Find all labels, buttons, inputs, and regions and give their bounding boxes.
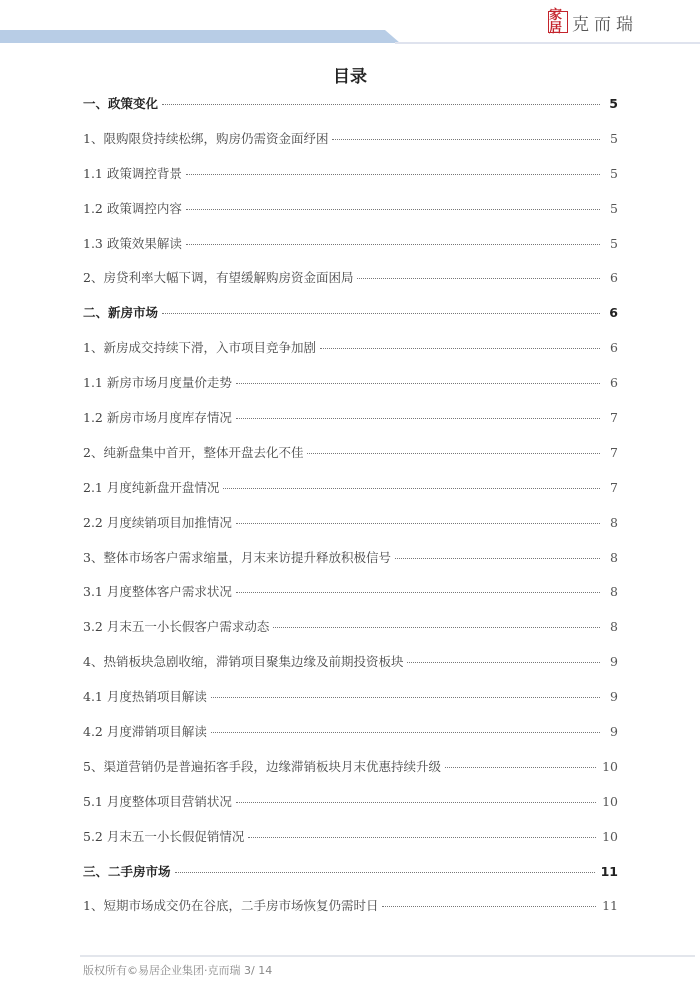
toc-entry[interactable] xyxy=(83,513,618,548)
toc-entry-page-number: 7 xyxy=(610,444,618,460)
dot-leader xyxy=(186,174,600,175)
toc-entry-page-number: 11 xyxy=(602,898,618,914)
footer-copyright: 版权所有©易居企业集团·克而瑞 3/ 14 xyxy=(83,964,273,977)
dot-leader xyxy=(162,313,600,314)
dot-leader xyxy=(236,383,600,384)
toc-entry-label: 1、新房成交持续下滑，入市项目竞争加剧 xyxy=(83,340,316,356)
toc-entry-label: 2.1 月度纯新盘开盘情况 xyxy=(83,479,220,495)
toc-entry[interactable] xyxy=(83,548,618,583)
toc-entry[interactable] xyxy=(83,792,618,827)
dot-leader xyxy=(223,488,600,489)
dot-leader xyxy=(236,802,596,803)
table-of-contents xyxy=(83,94,618,931)
toc-entry-page-number: 10 xyxy=(602,758,618,774)
toc-entry[interactable] xyxy=(83,199,618,234)
dot-leader xyxy=(211,732,600,733)
dot-leader xyxy=(211,697,600,698)
dot-leader xyxy=(320,348,600,349)
toc-entry[interactable] xyxy=(83,94,618,129)
toc-entry[interactable] xyxy=(83,338,618,373)
toc-entry[interactable] xyxy=(83,757,618,792)
toc-entry-label: 3.1 月度整体客户需求状况 xyxy=(83,584,232,600)
toc-entry-label: 2、纯新盘集中首开，整体开盘去化不佳 xyxy=(83,444,304,460)
toc-entry[interactable] xyxy=(83,164,618,199)
toc-entry-label: 1.2 新房市场月度库存情况 xyxy=(83,410,232,426)
toc-entry-label: 1、限购限贷持续松绑，购房仍需资金面纾困 xyxy=(83,130,329,146)
toc-entry-page-number: 5 xyxy=(609,96,618,111)
header-accent-bar xyxy=(0,30,400,43)
toc-entry[interactable] xyxy=(83,862,618,897)
toc-entry-label: 5、渠道营销仍是普遍拓客手段，边缘滞销板块月末优惠持续升级 xyxy=(83,758,441,774)
dot-leader xyxy=(236,418,600,419)
dot-leader xyxy=(395,558,600,559)
dot-leader xyxy=(175,872,595,873)
toc-entry-page-number: 9 xyxy=(610,654,618,670)
dot-leader xyxy=(357,278,600,279)
toc-entry-page-number: 6 xyxy=(609,305,618,321)
toc-entry[interactable] xyxy=(83,478,618,513)
toc-entry-label: 4.2 月度滞销项目解读 xyxy=(83,724,207,740)
company-logo xyxy=(548,9,638,35)
toc-entry[interactable] xyxy=(83,722,618,757)
dot-leader xyxy=(307,453,600,454)
toc-entry-page-number: 5 xyxy=(610,200,618,216)
toc-entry-label: 一、政策变化 xyxy=(83,96,159,111)
toc-entry-label: 1、短期市场成交仍在谷底，二手房市场恢复仍需时日 xyxy=(83,898,379,914)
toc-entry-label: 2、房贷利率大幅下调，有望缓解购房资金面困局 xyxy=(83,270,354,286)
toc-entry[interactable] xyxy=(83,373,618,408)
toc-entry-page-number: 6 xyxy=(610,270,618,286)
toc-entry[interactable] xyxy=(83,443,618,478)
dot-leader xyxy=(332,139,600,140)
dot-leader xyxy=(273,627,600,628)
toc-entry[interactable] xyxy=(83,234,618,269)
toc-entry[interactable] xyxy=(83,652,618,687)
toc-entry-label: 3、整体市场客户需求缩量，月末来访提升释放积极信号 xyxy=(83,549,391,565)
dot-leader xyxy=(407,662,600,663)
toc-entry-page-number: 6 xyxy=(610,375,618,391)
toc-entry-page-number: 7 xyxy=(610,479,618,495)
header-divider xyxy=(395,42,700,44)
toc-entry-label: 5.2 月末五一小长假促销情况 xyxy=(83,828,245,844)
toc-entry-page-number: 10 xyxy=(602,828,618,844)
toc-entry-page-number: 10 xyxy=(602,793,618,809)
toc-entry-page-number: 6 xyxy=(610,340,618,356)
toc-entry[interactable] xyxy=(83,582,618,617)
toc-entry[interactable] xyxy=(83,617,618,652)
toc-entry-label: 3.2 月末五一小长假客户需求动态 xyxy=(83,619,270,635)
toc-entry-label: 4.1 月度热销项目解读 xyxy=(83,689,207,705)
dot-leader xyxy=(186,209,600,210)
dot-leader xyxy=(382,906,596,907)
toc-entry[interactable] xyxy=(83,268,618,303)
footer-divider xyxy=(80,955,695,957)
dot-leader xyxy=(186,244,600,245)
toc-entry-page-number: 9 xyxy=(610,724,618,740)
toc-entry-label: 三、二手房市场 xyxy=(83,863,171,879)
toc-entry[interactable] xyxy=(83,303,618,338)
toc-entry[interactable] xyxy=(83,896,618,931)
toc-entry-page-number: 8 xyxy=(610,549,618,565)
toc-entry[interactable] xyxy=(83,408,618,443)
toc-entry-label: 1.2 政策调控内容 xyxy=(83,200,182,216)
toc-entry-page-number: 8 xyxy=(610,514,618,530)
toc-entry-page-number: 8 xyxy=(610,619,618,635)
page-title: 目录 xyxy=(333,67,367,87)
dot-leader xyxy=(445,767,596,768)
toc-entry-page-number: 5 xyxy=(610,165,618,181)
toc-entry[interactable] xyxy=(83,827,618,862)
dot-leader xyxy=(236,592,600,593)
toc-entry-label: 1.1 新房市场月度量价走势 xyxy=(83,375,232,391)
toc-entry-label: 二、新房市场 xyxy=(83,305,159,321)
toc-entry-label: 5.1 月度整体项目营销状况 xyxy=(83,793,232,809)
toc-entry-page-number: 8 xyxy=(610,584,618,600)
toc-entry-page-number: 7 xyxy=(610,410,618,426)
toc-entry-page-number: 5 xyxy=(610,235,618,251)
dot-leader xyxy=(236,523,600,524)
toc-entry-page-number: 11 xyxy=(600,863,618,879)
seal-logo-icon: 家居 xyxy=(548,11,568,33)
toc-entry[interactable] xyxy=(83,687,618,722)
toc-entry-page-number: 5 xyxy=(610,130,618,146)
toc-entry-label: 4、热销板块急剧收缩，滞销项目聚集边缘及前期投资板块 xyxy=(83,654,404,670)
toc-entry-label: 2.2 月度续销项目加推情况 xyxy=(83,514,232,530)
toc-entry-label: 1.1 政策调控背景 xyxy=(83,165,182,181)
toc-entry-label: 1.3 政策效果解读 xyxy=(83,235,182,251)
toc-entry-page-number: 9 xyxy=(610,689,618,705)
toc-entry[interactable] xyxy=(83,129,618,164)
dot-leader xyxy=(162,104,600,105)
dot-leader xyxy=(248,837,596,838)
logo-text: 克而瑞 xyxy=(572,14,638,35)
